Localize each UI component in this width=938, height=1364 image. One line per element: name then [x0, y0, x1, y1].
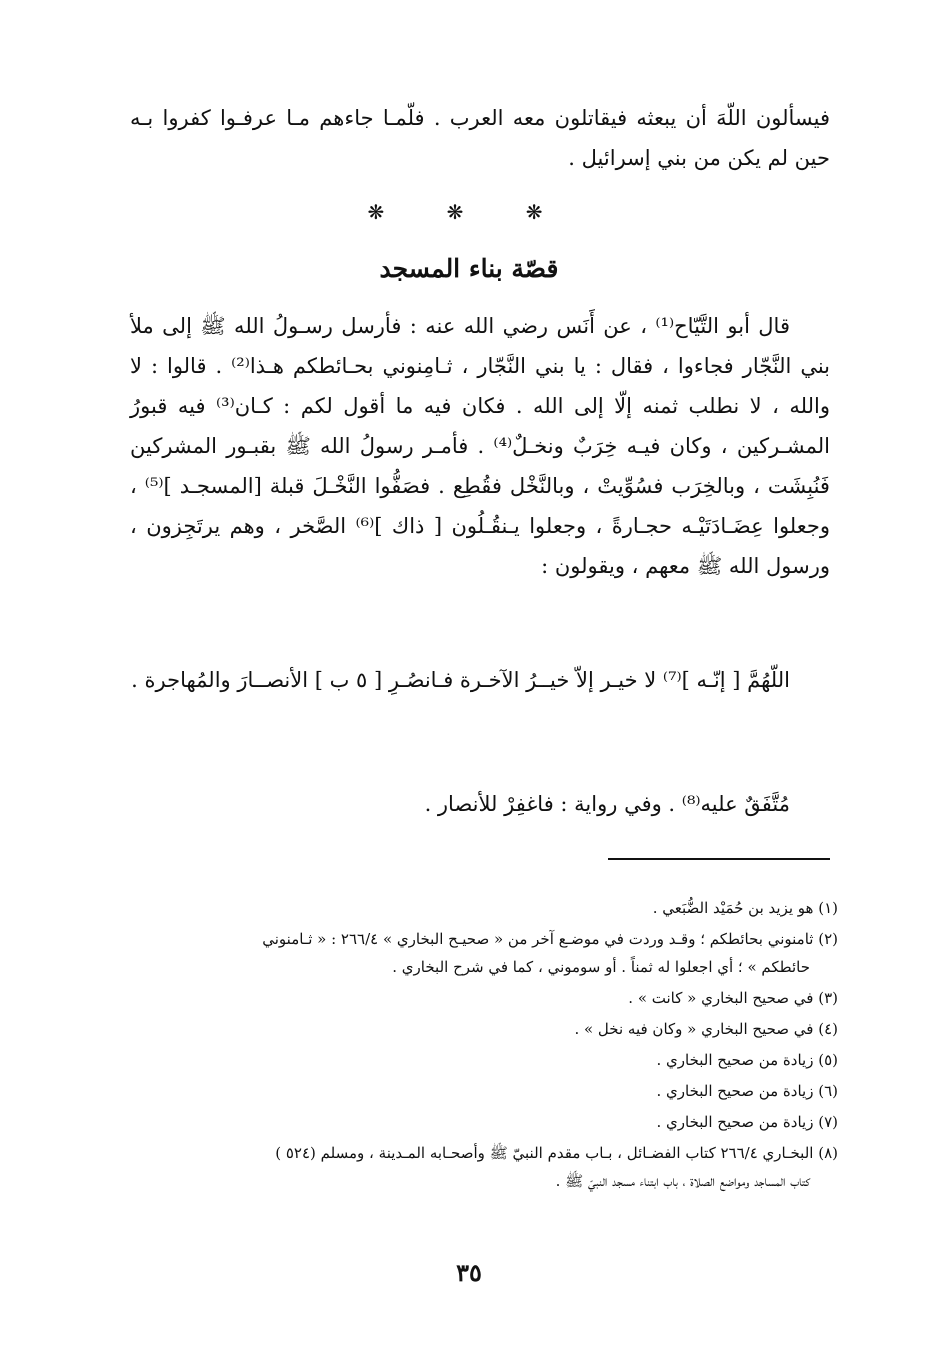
footnote-7: [128, 1108, 838, 1136]
footnote-text: (٨) البخـاري ٢٦٦/٤ كتاب الفضـائل ، بـاب مقدم النبيّ ﷺ وأصحـابه المـدينة ، ومسلم (٥٢٤ ): [275, 1144, 838, 1162]
hadith-grade-line: مُتَّفَقٌ عليه⁽⁸⁾ . وفي رواية : فاغفِرْ للأنصار .: [424, 792, 790, 816]
page-number: ٣٥: [456, 1258, 482, 1287]
section-title: قصّة بناء المسجد: [379, 254, 559, 283]
footnote-text: (٢) ثامنوني بحائطكم ؛ وقـد وردت في موضـع آخر من « صحيـح البخاري » ٢٦٦/٤ : « ثـامنوني: [262, 930, 838, 948]
intro-paragraph: فيسألون اللّهَ أن يبعثه فيقاتلون معه العرب . فلّمـا جاءهم مـا عرفـوا كفروا بـه حين لم يكن من بني إسرائيل .: [130, 106, 830, 170]
story-paragraph: قال أبو التَّيّاح⁽¹⁾ ، عن أَنَس رضي الله عنه : فأرسل رسـولُ الله ﷺ إلى ملأ بني النَّجّار فجاءوا ، فقال : يا بني النَّجّار ، ثـامِنوني بحـائطكم هـذا⁽²⁾ . قالوا : لا والله ، لا نطلب ثمنه إلّا إلى الله . فكان فيه ما أقول لكم : كـان⁽³⁾ فيه قبورُ المشـركين ، وكان فيـه خِرَبٌ ونخـلٌ⁽⁴⁾ . فأمـر رسولُ الله ﷺ بقبـور المشركين فَنُبِشَت ، وبالخِرَب فسُوِّيتْ ، وبالنَّخْل فقُطِع . فصَفُّوا النَّخْـلَ قبلة [المسجـد ]⁽⁵⁾ ، وجعلوا عِضَـادَتَيْـه حجـارةً ، وجعلوا يـنقُـلُون [ ذاك ]⁽⁶⁾ الصَّخر ، وهم يرتَجِزون ، ورسول الله ﷺ معهم ، ويقولون :: [130, 314, 830, 578]
footnote-text: (٣) في صحيح البخاري « كانت » .: [628, 989, 838, 1007]
footnote-continuation: كتاب المساجد ومواضع الصلاة ، باب ابتناء مسجد النبيّ ﷺ .: [555, 1172, 810, 1190]
footnote-6: [128, 1077, 838, 1105]
footnote-text: (٦) زيادة من صحيح البخاري .: [656, 1082, 838, 1100]
footnote-3: [128, 984, 838, 1012]
footnote-text: (٥) زيادة من صحيح البخاري .: [656, 1051, 838, 1069]
footnote-text: (١) هو يزيد بن حُمَيْد الضُّبَعي .: [652, 899, 838, 917]
footnote-4: [128, 1015, 838, 1043]
footnotes-block: [128, 894, 838, 1198]
footnote-1: [128, 894, 838, 922]
footnote-divider: [608, 858, 830, 860]
section-separator: ❋ ❋ ❋: [367, 200, 571, 224]
poem-verse: اللّهُمَّ [ إنّـه ]⁽⁷⁾ لا خيـر إلاّ خيــرُ الآخـرة فـانصُـرِ [ ٥ ب ] الأنصــارَ والمُهاجرة .: [131, 668, 790, 692]
footnote-8: [128, 1139, 838, 1195]
footnote-text: (٤) في صحيح البخاري « وكان فيه نخل » .: [574, 1020, 838, 1038]
footnote-text: (٧) زيادة من صحيح البخاري .: [656, 1113, 838, 1131]
footnote-2: [128, 925, 838, 981]
footnote-continuation: حائطكم » ؛ أي اجعلوا له ثمناً . أو سوموني ، كما في شرح البخاري .: [392, 958, 810, 976]
footnote-5: [128, 1046, 838, 1074]
